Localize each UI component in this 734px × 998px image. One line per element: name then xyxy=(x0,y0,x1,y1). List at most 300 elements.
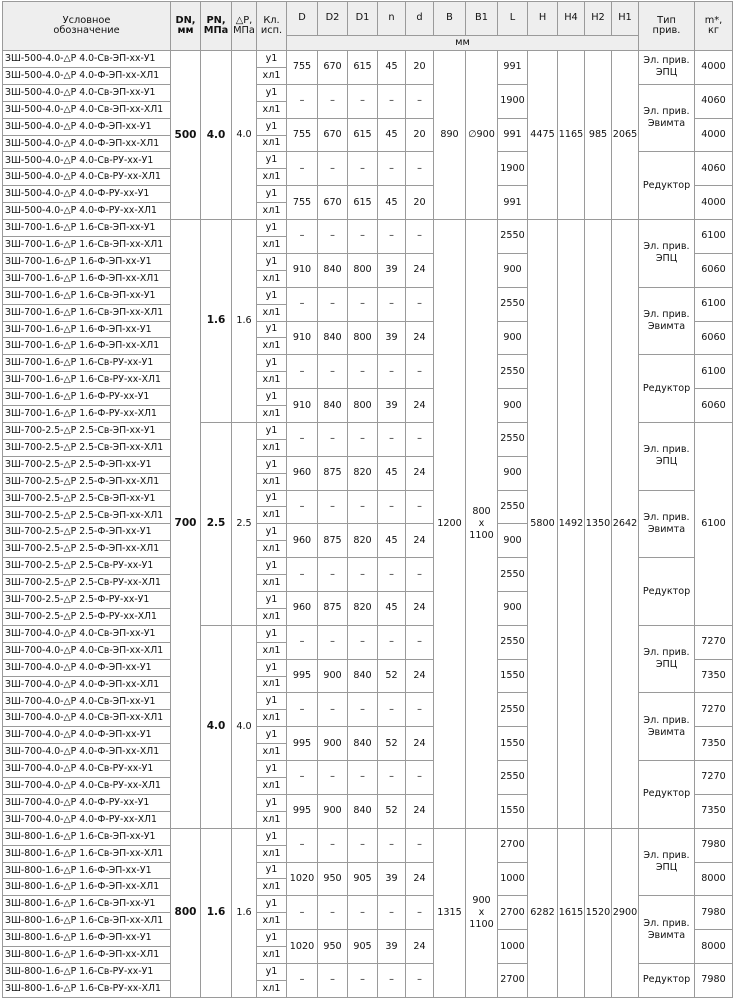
D1-cell: – xyxy=(348,761,378,795)
class-cell: хл1 xyxy=(257,845,287,862)
D-cell: – xyxy=(287,761,318,795)
header-D1: D1 xyxy=(348,2,378,36)
n-cell: – xyxy=(378,558,406,592)
D2-cell: – xyxy=(318,558,348,592)
drive-type-cell: Эл. прив. Эвимта xyxy=(639,490,695,558)
H4-cell: 1492 xyxy=(558,220,585,829)
drive-type-cell: Редуктор xyxy=(639,152,695,220)
designation-cell: ЗШ-700-1.6-△P 1.6-Св-ЭП-хх-ХЛ1 xyxy=(3,236,171,253)
class-cell: хл1 xyxy=(257,135,287,152)
header-D: D xyxy=(287,2,318,36)
n-cell: – xyxy=(378,287,406,321)
L-cell: 2550 xyxy=(498,422,528,456)
pn-cell: 1.6 xyxy=(201,220,232,423)
class-cell: хл1 xyxy=(257,270,287,287)
D1-cell: 820 xyxy=(348,524,378,558)
designation-cell: ЗШ-800-1.6-△P 1.6-Ф-ЭП-хх-У1 xyxy=(3,862,171,879)
dp-cell: 1.6 xyxy=(232,220,257,423)
H2-cell: 1350 xyxy=(585,220,612,829)
class-cell: у1 xyxy=(257,659,287,676)
mass-cell: 7350 xyxy=(695,794,733,828)
class-cell: хл1 xyxy=(257,642,287,659)
n-cell: – xyxy=(378,220,406,254)
header-units-mm: мм xyxy=(287,36,639,51)
designation-cell: ЗШ-700-1.6-△P 1.6-Ф-ЭП-хх-У1 xyxy=(3,253,171,270)
designation-cell: ЗШ-700-2.5-△P 2.5-Ф-ЭП-хх-ХЛ1 xyxy=(3,473,171,490)
n-cell: – xyxy=(378,422,406,456)
header-H1: H1 xyxy=(612,2,639,36)
d-cell: 24 xyxy=(406,930,434,964)
drive-type-cell: Редуктор xyxy=(639,355,695,423)
designation-cell: ЗШ-700-1.6-△P 1.6-Св-ЭП-хх-У1 xyxy=(3,220,171,237)
class-cell: хл1 xyxy=(257,236,287,253)
d-cell: 24 xyxy=(406,592,434,626)
designation-cell: ЗШ-800-1.6-△P 1.6-Св-РУ-хх-У1 xyxy=(3,963,171,980)
n-cell: – xyxy=(378,84,406,118)
designation-cell: ЗШ-500-4.0-△P 4.0-Св-ЭП-хх-ХЛ1 xyxy=(3,101,171,118)
n-cell: 39 xyxy=(378,253,406,287)
designation-cell: ЗШ-700-1.6-△P 1.6-Ф-РУ-хх-ХЛ1 xyxy=(3,406,171,423)
n-cell: – xyxy=(378,896,406,930)
L-cell: 1900 xyxy=(498,152,528,186)
mass-cell: 6100 xyxy=(695,287,733,321)
D1-cell: 840 xyxy=(348,794,378,828)
designation-cell: ЗШ-700-1.6-△P 1.6-Св-ЭП-хх-ХЛ1 xyxy=(3,304,171,321)
designation-cell: ЗШ-700-1.6-△P 1.6-Св-РУ-хх-ХЛ1 xyxy=(3,372,171,389)
class-cell: хл1 xyxy=(257,744,287,761)
n-cell: – xyxy=(378,625,406,659)
n-cell: – xyxy=(378,152,406,186)
header-pn: PN, МПа xyxy=(201,2,232,51)
d-cell: 20 xyxy=(406,51,434,85)
d-cell: 24 xyxy=(406,389,434,423)
class-cell: у1 xyxy=(257,355,287,372)
header-n: n xyxy=(378,2,406,36)
n-cell: 45 xyxy=(378,524,406,558)
n-cell: 45 xyxy=(378,456,406,490)
class-cell: хл1 xyxy=(257,777,287,794)
dn-cell: 800 xyxy=(171,828,201,997)
d-cell: – xyxy=(406,828,434,862)
mass-cell: 8000 xyxy=(695,930,733,964)
D-cell: – xyxy=(287,220,318,254)
header-dp: △P, МПа xyxy=(232,2,257,51)
n-cell: 45 xyxy=(378,186,406,220)
class-cell: у1 xyxy=(257,220,287,237)
header-mass: m*, кг xyxy=(695,2,733,51)
d-cell: – xyxy=(406,558,434,592)
B1-cell: 800 х 1100 xyxy=(466,220,498,829)
table-row xyxy=(3,220,733,237)
drive-type-cell: Эл. прив. ЭПЦ xyxy=(639,51,695,85)
n-cell: 45 xyxy=(378,592,406,626)
D2-cell: 875 xyxy=(318,524,348,558)
table-body xyxy=(3,51,733,998)
pn-cell: 1.6 xyxy=(201,828,232,997)
class-cell: у1 xyxy=(257,761,287,778)
B-cell: 1315 xyxy=(434,828,466,997)
class-cell: у1 xyxy=(257,963,287,980)
class-cell: у1 xyxy=(257,287,287,304)
D-cell: – xyxy=(287,287,318,321)
n-cell: – xyxy=(378,963,406,997)
designation-cell: ЗШ-700-4.0-△P 4.0-Св-ЭП-хх-ХЛ1 xyxy=(3,710,171,727)
drive-type-cell: Редуктор xyxy=(639,761,695,829)
dp-cell: 1.6 xyxy=(232,828,257,997)
D-cell: – xyxy=(287,625,318,659)
L-cell: 1550 xyxy=(498,659,528,693)
D-cell: 910 xyxy=(287,253,318,287)
L-cell: 2700 xyxy=(498,896,528,930)
D-cell: – xyxy=(287,422,318,456)
D2-cell: 950 xyxy=(318,862,348,896)
designation-cell: ЗШ-700-1.6-△P 1.6-Ф-ЭП-хх-ХЛ1 xyxy=(3,270,171,287)
D2-cell: – xyxy=(318,896,348,930)
designation-cell: ЗШ-700-4.0-△P 4.0-Ф-РУ-хх-У1 xyxy=(3,794,171,811)
n-cell: – xyxy=(378,761,406,795)
n-cell: 39 xyxy=(378,389,406,423)
L-cell: 991 xyxy=(498,51,528,85)
D-cell: – xyxy=(287,558,318,592)
class-cell: у1 xyxy=(257,693,287,710)
mass-cell: 7980 xyxy=(695,896,733,930)
n-cell: 52 xyxy=(378,727,406,761)
header-H4: H4 xyxy=(558,2,585,36)
D-cell: – xyxy=(287,84,318,118)
drive-type-cell: Редуктор xyxy=(639,963,695,997)
header-B: B xyxy=(434,2,466,36)
class-cell: у1 xyxy=(257,592,287,609)
D1-cell: – xyxy=(348,693,378,727)
designation-cell: ЗШ-700-2.5-△P 2.5-Св-ЭП-хх-ХЛ1 xyxy=(3,439,171,456)
d-cell: 20 xyxy=(406,186,434,220)
D2-cell: – xyxy=(318,287,348,321)
header-d: d xyxy=(406,2,434,36)
class-cell: у1 xyxy=(257,152,287,169)
D2-cell: – xyxy=(318,828,348,862)
class-cell: у1 xyxy=(257,186,287,203)
D-cell: – xyxy=(287,896,318,930)
class-cell: хл1 xyxy=(257,608,287,625)
n-cell: – xyxy=(378,693,406,727)
designation-cell: ЗШ-500-4.0-△P 4.0-Ф-ЭП-хх-ХЛ1 xyxy=(3,67,171,84)
class-cell: хл1 xyxy=(257,372,287,389)
n-cell: 52 xyxy=(378,794,406,828)
class-cell: хл1 xyxy=(257,541,287,558)
designation-cell: ЗШ-700-4.0-△P 4.0-Ф-ЭП-хх-ХЛ1 xyxy=(3,744,171,761)
designation-cell: ЗШ-700-2.5-△P 2.5-Св-ЭП-хх-У1 xyxy=(3,490,171,507)
pn-cell: 4.0 xyxy=(201,51,232,220)
designation-cell: ЗШ-700-2.5-△P 2.5-Св-ЭП-хх-У1 xyxy=(3,422,171,439)
H1-cell: 2065 xyxy=(612,51,639,220)
d-cell: 24 xyxy=(406,862,434,896)
L-cell: 991 xyxy=(498,186,528,220)
D1-cell: 800 xyxy=(348,389,378,423)
class-cell: хл1 xyxy=(257,406,287,423)
L-cell: 1550 xyxy=(498,794,528,828)
L-cell: 2700 xyxy=(498,828,528,862)
designation-cell: ЗШ-700-4.0-△P 4.0-Св-ЭП-хх-У1 xyxy=(3,625,171,642)
designation-cell: ЗШ-800-1.6-△P 1.6-Св-ЭП-хх-У1 xyxy=(3,896,171,913)
D1-cell: 905 xyxy=(348,930,378,964)
specification-table xyxy=(2,1,733,998)
D1-cell: – xyxy=(348,625,378,659)
drive-type-cell: Эл. прив. ЭПЦ xyxy=(639,828,695,896)
H-cell: 5800 xyxy=(528,220,558,829)
class-cell: хл1 xyxy=(257,811,287,828)
d-cell: 24 xyxy=(406,253,434,287)
n-cell: 39 xyxy=(378,321,406,355)
D-cell: – xyxy=(287,355,318,389)
designation-cell: ЗШ-500-4.0-△P 4.0-Ф-РУ-хх-У1 xyxy=(3,186,171,203)
D2-cell: 875 xyxy=(318,592,348,626)
D-cell: 995 xyxy=(287,727,318,761)
mass-cell: 6100 xyxy=(695,220,733,254)
dp-cell: 4.0 xyxy=(232,51,257,220)
d-cell: 20 xyxy=(406,118,434,152)
B-cell: 890 xyxy=(434,51,466,220)
d-cell: – xyxy=(406,896,434,930)
D-cell: – xyxy=(287,963,318,997)
designation-cell: ЗШ-700-2.5-△P 2.5-Ф-ЭП-хх-У1 xyxy=(3,524,171,541)
drive-type-cell: Эл. прив. Эвимта xyxy=(639,287,695,355)
class-cell: хл1 xyxy=(257,473,287,490)
D2-cell: 900 xyxy=(318,727,348,761)
L-cell: 2700 xyxy=(498,963,528,997)
designation-cell: ЗШ-700-2.5-△P 2.5-Ф-РУ-хх-У1 xyxy=(3,592,171,609)
d-cell: – xyxy=(406,693,434,727)
D2-cell: 900 xyxy=(318,659,348,693)
mass-cell: 4000 xyxy=(695,118,733,152)
d-cell: – xyxy=(406,422,434,456)
class-cell: у1 xyxy=(257,253,287,270)
D-cell: – xyxy=(287,693,318,727)
designation-cell: ЗШ-700-4.0-△P 4.0-Св-ЭП-хх-ХЛ1 xyxy=(3,642,171,659)
designation-cell: ЗШ-700-2.5-△P 2.5-Ф-ЭП-хх-ХЛ1 xyxy=(3,541,171,558)
D2-cell: 900 xyxy=(318,794,348,828)
n-cell: 45 xyxy=(378,118,406,152)
mass-cell: 6060 xyxy=(695,321,733,355)
class-cell: у1 xyxy=(257,862,287,879)
d-cell: – xyxy=(406,84,434,118)
d-cell: – xyxy=(406,625,434,659)
class-cell: хл1 xyxy=(257,980,287,997)
designation-cell: ЗШ-700-1.6-△P 1.6-Ф-РУ-хх-У1 xyxy=(3,389,171,406)
dn-cell: 500 xyxy=(171,51,201,220)
L-cell: 900 xyxy=(498,321,528,355)
header-H2: H2 xyxy=(585,2,612,36)
class-cell: у1 xyxy=(257,456,287,473)
drive-type-cell: Эл. прив. ЭПЦ xyxy=(639,422,695,490)
L-cell: 900 xyxy=(498,389,528,423)
table-row xyxy=(3,828,733,845)
L-cell: 900 xyxy=(498,592,528,626)
H1-cell: 2900 xyxy=(612,828,639,997)
H1-cell: 2642 xyxy=(612,220,639,829)
D2-cell: 840 xyxy=(318,389,348,423)
B1-cell: ∅900 xyxy=(466,51,498,220)
table-header xyxy=(3,2,733,51)
class-cell: у1 xyxy=(257,84,287,101)
class-cell: хл1 xyxy=(257,101,287,118)
D1-cell: – xyxy=(348,152,378,186)
designation-cell: ЗШ-700-4.0-△P 4.0-Св-РУ-хх-У1 xyxy=(3,761,171,778)
class-cell: у1 xyxy=(257,930,287,947)
L-cell: 2550 xyxy=(498,490,528,524)
D2-cell: – xyxy=(318,761,348,795)
D-cell: 910 xyxy=(287,321,318,355)
designation-cell: ЗШ-800-1.6-△P 1.6-Ф-ЭП-хх-ХЛ1 xyxy=(3,879,171,896)
D2-cell: – xyxy=(318,152,348,186)
class-cell: хл1 xyxy=(257,203,287,220)
designation-cell: ЗШ-500-4.0-△P 4.0-Св-РУ-хх-У1 xyxy=(3,152,171,169)
L-cell: 991 xyxy=(498,118,528,152)
D1-cell: 840 xyxy=(348,727,378,761)
designation-cell: ЗШ-500-4.0-△P 4.0-Св-ЭП-хх-У1 xyxy=(3,51,171,68)
mass-cell: 8000 xyxy=(695,862,733,896)
class-cell: у1 xyxy=(257,896,287,913)
class-cell: у1 xyxy=(257,321,287,338)
mass-cell: 7270 xyxy=(695,693,733,727)
D-cell: 1020 xyxy=(287,930,318,964)
class-cell: хл1 xyxy=(257,507,287,524)
mass-cell: 4000 xyxy=(695,186,733,220)
H4-cell: 1165 xyxy=(558,51,585,220)
mass-cell: 6060 xyxy=(695,253,733,287)
D1-cell: 905 xyxy=(348,862,378,896)
H-cell: 4475 xyxy=(528,51,558,220)
n-cell: 52 xyxy=(378,659,406,693)
D1-cell: 820 xyxy=(348,592,378,626)
d-cell: – xyxy=(406,963,434,997)
D1-cell: – xyxy=(348,84,378,118)
designation-cell: ЗШ-500-4.0-△P 4.0-Ф-ЭП-хх-У1 xyxy=(3,118,171,135)
d-cell: – xyxy=(406,355,434,389)
n-cell: 45 xyxy=(378,51,406,85)
D-cell: 960 xyxy=(287,456,318,490)
dp-cell: 2.5 xyxy=(232,422,257,625)
class-cell: хл1 xyxy=(257,338,287,355)
d-cell: 24 xyxy=(406,524,434,558)
designation-cell: ЗШ-800-1.6-△P 1.6-Св-ЭП-хх-У1 xyxy=(3,828,171,845)
D2-cell: – xyxy=(318,355,348,389)
header-dn: DN, мм xyxy=(171,2,201,51)
table-row xyxy=(3,51,733,68)
designation-cell: ЗШ-700-1.6-△P 1.6-Св-РУ-хх-У1 xyxy=(3,355,171,372)
designation-cell: ЗШ-700-2.5-△P 2.5-Св-РУ-хх-ХЛ1 xyxy=(3,575,171,592)
L-cell: 1900 xyxy=(498,84,528,118)
class-cell: у1 xyxy=(257,524,287,541)
mass-cell: 4000 xyxy=(695,51,733,85)
D-cell: 910 xyxy=(287,389,318,423)
mass-cell: 7270 xyxy=(695,625,733,659)
d-cell: – xyxy=(406,490,434,524)
class-cell: хл1 xyxy=(257,710,287,727)
designation-cell: ЗШ-700-2.5-△P 2.5-Св-ЭП-хх-ХЛ1 xyxy=(3,507,171,524)
D2-cell: – xyxy=(318,693,348,727)
L-cell: 2550 xyxy=(498,761,528,795)
L-cell: 2550 xyxy=(498,693,528,727)
D2-cell: – xyxy=(318,963,348,997)
D1-cell: – xyxy=(348,490,378,524)
D-cell: – xyxy=(287,828,318,862)
drive-type-cell: Эл. прив. Эвимта xyxy=(639,84,695,152)
D-cell: – xyxy=(287,490,318,524)
D2-cell: 670 xyxy=(318,51,348,85)
pn-cell: 2.5 xyxy=(201,422,232,625)
D1-cell: 615 xyxy=(348,51,378,85)
designation-cell: ЗШ-800-1.6-△P 1.6-Ф-ЭП-хх-У1 xyxy=(3,930,171,947)
L-cell: 1000 xyxy=(498,930,528,964)
header-L: L xyxy=(498,2,528,36)
D1-cell: – xyxy=(348,422,378,456)
D1-cell: – xyxy=(348,287,378,321)
designation-cell: ЗШ-700-1.6-△P 1.6-Св-ЭП-хх-У1 xyxy=(3,287,171,304)
designation-cell: ЗШ-700-2.5-△P 2.5-Ф-РУ-хх-ХЛ1 xyxy=(3,608,171,625)
L-cell: 1550 xyxy=(498,727,528,761)
n-cell: 39 xyxy=(378,930,406,964)
D2-cell: – xyxy=(318,625,348,659)
D-cell: 995 xyxy=(287,659,318,693)
D1-cell: 840 xyxy=(348,659,378,693)
D-cell: 1020 xyxy=(287,862,318,896)
mass-cell: 4060 xyxy=(695,84,733,118)
D1-cell: – xyxy=(348,896,378,930)
H-cell: 6282 xyxy=(528,828,558,997)
header-H: H xyxy=(528,2,558,36)
class-cell: хл1 xyxy=(257,947,287,964)
designation-cell: ЗШ-700-4.0-△P 4.0-Ф-ЭП-хх-ХЛ1 xyxy=(3,676,171,693)
header-class: Кл. исп. xyxy=(257,2,287,51)
class-cell: у1 xyxy=(257,794,287,811)
class-cell: хл1 xyxy=(257,575,287,592)
mass-cell: 4060 xyxy=(695,152,733,186)
L-cell: 900 xyxy=(498,524,528,558)
L-cell: 2550 xyxy=(498,625,528,659)
H4-cell: 1615 xyxy=(558,828,585,997)
H2-cell: 985 xyxy=(585,51,612,220)
L-cell: 900 xyxy=(498,253,528,287)
d-cell: 24 xyxy=(406,321,434,355)
mass-cell: 6100 xyxy=(695,355,733,389)
designation-cell: ЗШ-800-1.6-△P 1.6-Св-ЭП-хх-ХЛ1 xyxy=(3,913,171,930)
D1-cell: 800 xyxy=(348,321,378,355)
designation-cell: ЗШ-500-4.0-△P 4.0-Св-РУ-хх-ХЛ1 xyxy=(3,169,171,186)
D2-cell: – xyxy=(318,490,348,524)
D1-cell: 615 xyxy=(348,186,378,220)
class-cell: у1 xyxy=(257,828,287,845)
designation-cell: ЗШ-800-1.6-△P 1.6-Св-ЭП-хх-ХЛ1 xyxy=(3,845,171,862)
D2-cell: 950 xyxy=(318,930,348,964)
designation-cell: ЗШ-700-4.0-△P 4.0-Ф-ЭП-хх-У1 xyxy=(3,659,171,676)
L-cell: 900 xyxy=(498,456,528,490)
class-cell: у1 xyxy=(257,727,287,744)
class-cell: хл1 xyxy=(257,439,287,456)
D2-cell: – xyxy=(318,220,348,254)
H2-cell: 1520 xyxy=(585,828,612,997)
mass-cell: 7350 xyxy=(695,727,733,761)
class-cell: хл1 xyxy=(257,879,287,896)
designation-cell: ЗШ-700-4.0-△P 4.0-Св-РУ-хх-ХЛ1 xyxy=(3,777,171,794)
B-cell: 1200 xyxy=(434,220,466,829)
designation-cell: ЗШ-800-1.6-△P 1.6-Св-РУ-хх-ХЛ1 xyxy=(3,980,171,997)
designation-cell: ЗШ-500-4.0-△P 4.0-Св-ЭП-хх-У1 xyxy=(3,84,171,101)
mass-cell: 7980 xyxy=(695,963,733,997)
designation-cell: ЗШ-700-1.6-△P 1.6-Ф-ЭП-хх-У1 xyxy=(3,321,171,338)
class-cell: у1 xyxy=(257,558,287,575)
mass-cell: 6100 xyxy=(695,422,733,625)
D1-cell: – xyxy=(348,220,378,254)
